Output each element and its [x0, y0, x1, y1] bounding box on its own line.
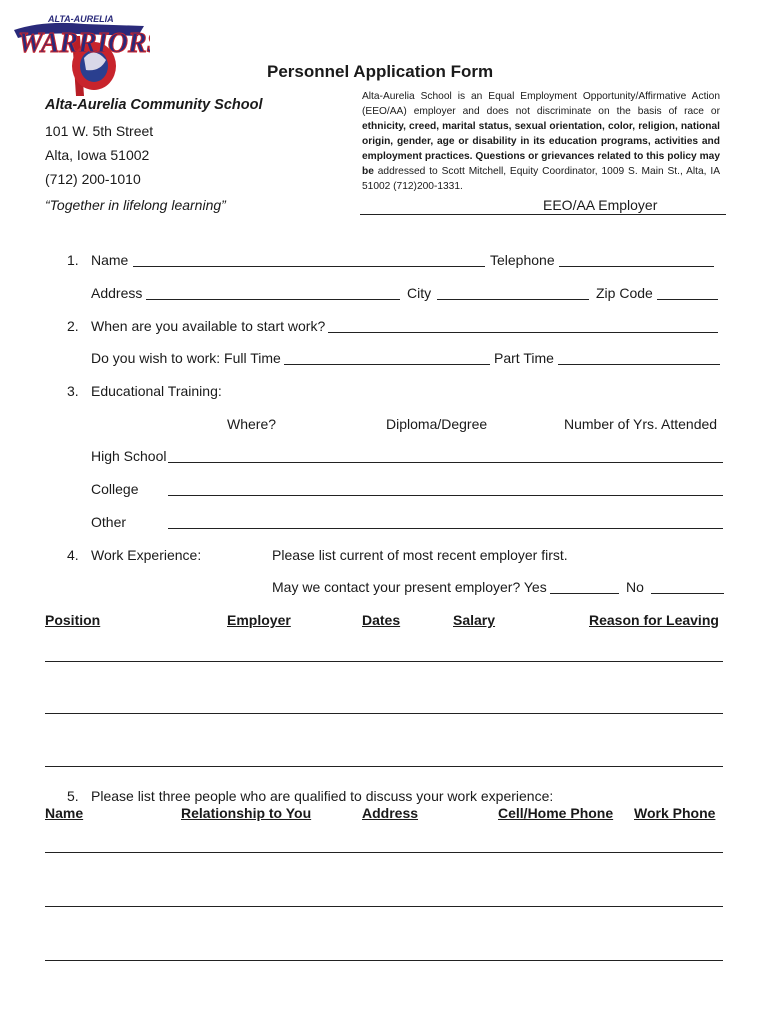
work-experience-label: Work Experience:: [91, 547, 202, 563]
eeo-statement: [362, 89, 720, 194]
contact-employer-label: May we contact your present employer? Yes: [272, 579, 547, 595]
address-field[interactable]: [146, 299, 400, 300]
other-education-field[interactable]: [168, 528, 723, 529]
high-school-label: High School: [91, 448, 167, 464]
school-address: 101 W. 5th Street: [45, 123, 154, 139]
where-header: Where?: [227, 416, 277, 432]
telephone-field[interactable]: [559, 266, 714, 267]
warrior-logo-icon: [14, 8, 150, 100]
school-logo: [14, 8, 150, 100]
q3-number: 3.: [67, 383, 79, 399]
eeo-text-2: ethnicity, creed, marital status, sexual orientation, color, religion, national origin, gender, age or disability in its education programs, activities and employment practices. Questions or grievances related to this policy may be: [362, 121, 720, 177]
ref-col-name: Name: [45, 805, 84, 821]
city-field[interactable]: [437, 299, 589, 300]
part-time-field[interactable]: [558, 364, 720, 365]
references-label: Please list three people who are qualified to discuss your work experience:: [91, 788, 554, 804]
full-time-label: Do you wish to work: Full Time: [91, 350, 281, 366]
contact-no-label: No: [626, 579, 644, 595]
ref-col-cell-phone: Cell/Home Phone: [498, 805, 614, 821]
start-label: When are you available to start work?: [91, 318, 326, 334]
reference-row[interactable]: [45, 852, 723, 853]
high-school-field[interactable]: [168, 462, 723, 463]
col-position: Position: [45, 612, 101, 628]
col-reason: Reason for Leaving: [589, 612, 719, 628]
full-time-field[interactable]: [284, 364, 490, 365]
q2-number: 2.: [67, 318, 79, 334]
svg-text:ALTA-AURELIA: ALTA-AURELIA: [48, 14, 114, 24]
svg-text:WARRIORS: WARRIORS: [18, 28, 150, 59]
diploma-header: Diploma/Degree: [386, 416, 488, 432]
education-label: Educational Training:: [91, 383, 222, 399]
work-note: Please list current of most recent employer first.: [272, 547, 568, 563]
col-employer: Employer: [227, 612, 291, 628]
city-label: City: [407, 285, 432, 301]
eeo-text-3: addressed to Scott Mitchell, Equity Coordinator, 1009 S. Main St., Alta, IA 51002 (712)200-1331.: [362, 166, 720, 192]
college-label: College: [91, 481, 139, 497]
eeo-label: EEO/AA Employer: [543, 197, 658, 213]
ref-col-relationship: Relationship to You: [181, 805, 312, 821]
college-field[interactable]: [168, 495, 723, 496]
telephone-label: Telephone: [490, 252, 555, 268]
employment-row[interactable]: [45, 661, 723, 662]
zip-field[interactable]: [657, 299, 718, 300]
employment-row[interactable]: [45, 766, 723, 767]
school-motto: “Together in lifelong learning”: [45, 197, 226, 213]
years-header: Number of Yrs. Attended: [564, 416, 718, 432]
eeo-text-1: Alta-Aurelia School is an Equal Employment Opportunity/Affirmative Action (EEO/AA) employer and does not discriminate on the basis of race or: [362, 91, 720, 117]
reference-row[interactable]: [45, 906, 723, 907]
zip-label: Zip Code: [596, 285, 653, 301]
ref-col-work-phone: Work Phone: [634, 805, 716, 821]
name-label: Name: [91, 252, 129, 268]
page-title: Personnel Application Form: [267, 62, 494, 81]
contact-no-field[interactable]: [651, 593, 724, 594]
contact-yes-field[interactable]: [550, 593, 619, 594]
name-field[interactable]: [133, 266, 485, 267]
start-date-field[interactable]: [328, 332, 718, 333]
employment-row[interactable]: [45, 713, 723, 714]
school-city: Alta, Iowa 51002: [45, 147, 150, 163]
part-time-label: Part Time: [494, 350, 554, 366]
address-label: Address: [91, 285, 143, 301]
school-name: Alta-Aurelia Community School: [45, 97, 263, 113]
q4-number: 4.: [67, 547, 79, 563]
header-divider: [360, 214, 726, 215]
school-phone: (712) 200-1010: [45, 171, 141, 187]
ref-col-address: Address: [362, 805, 419, 821]
q5-number: 5.: [67, 788, 79, 804]
other-label: Other: [91, 514, 127, 530]
col-dates: Dates: [362, 612, 401, 628]
reference-row[interactable]: [45, 960, 723, 961]
q1-number: 1.: [67, 252, 79, 268]
col-salary: Salary: [453, 612, 496, 628]
